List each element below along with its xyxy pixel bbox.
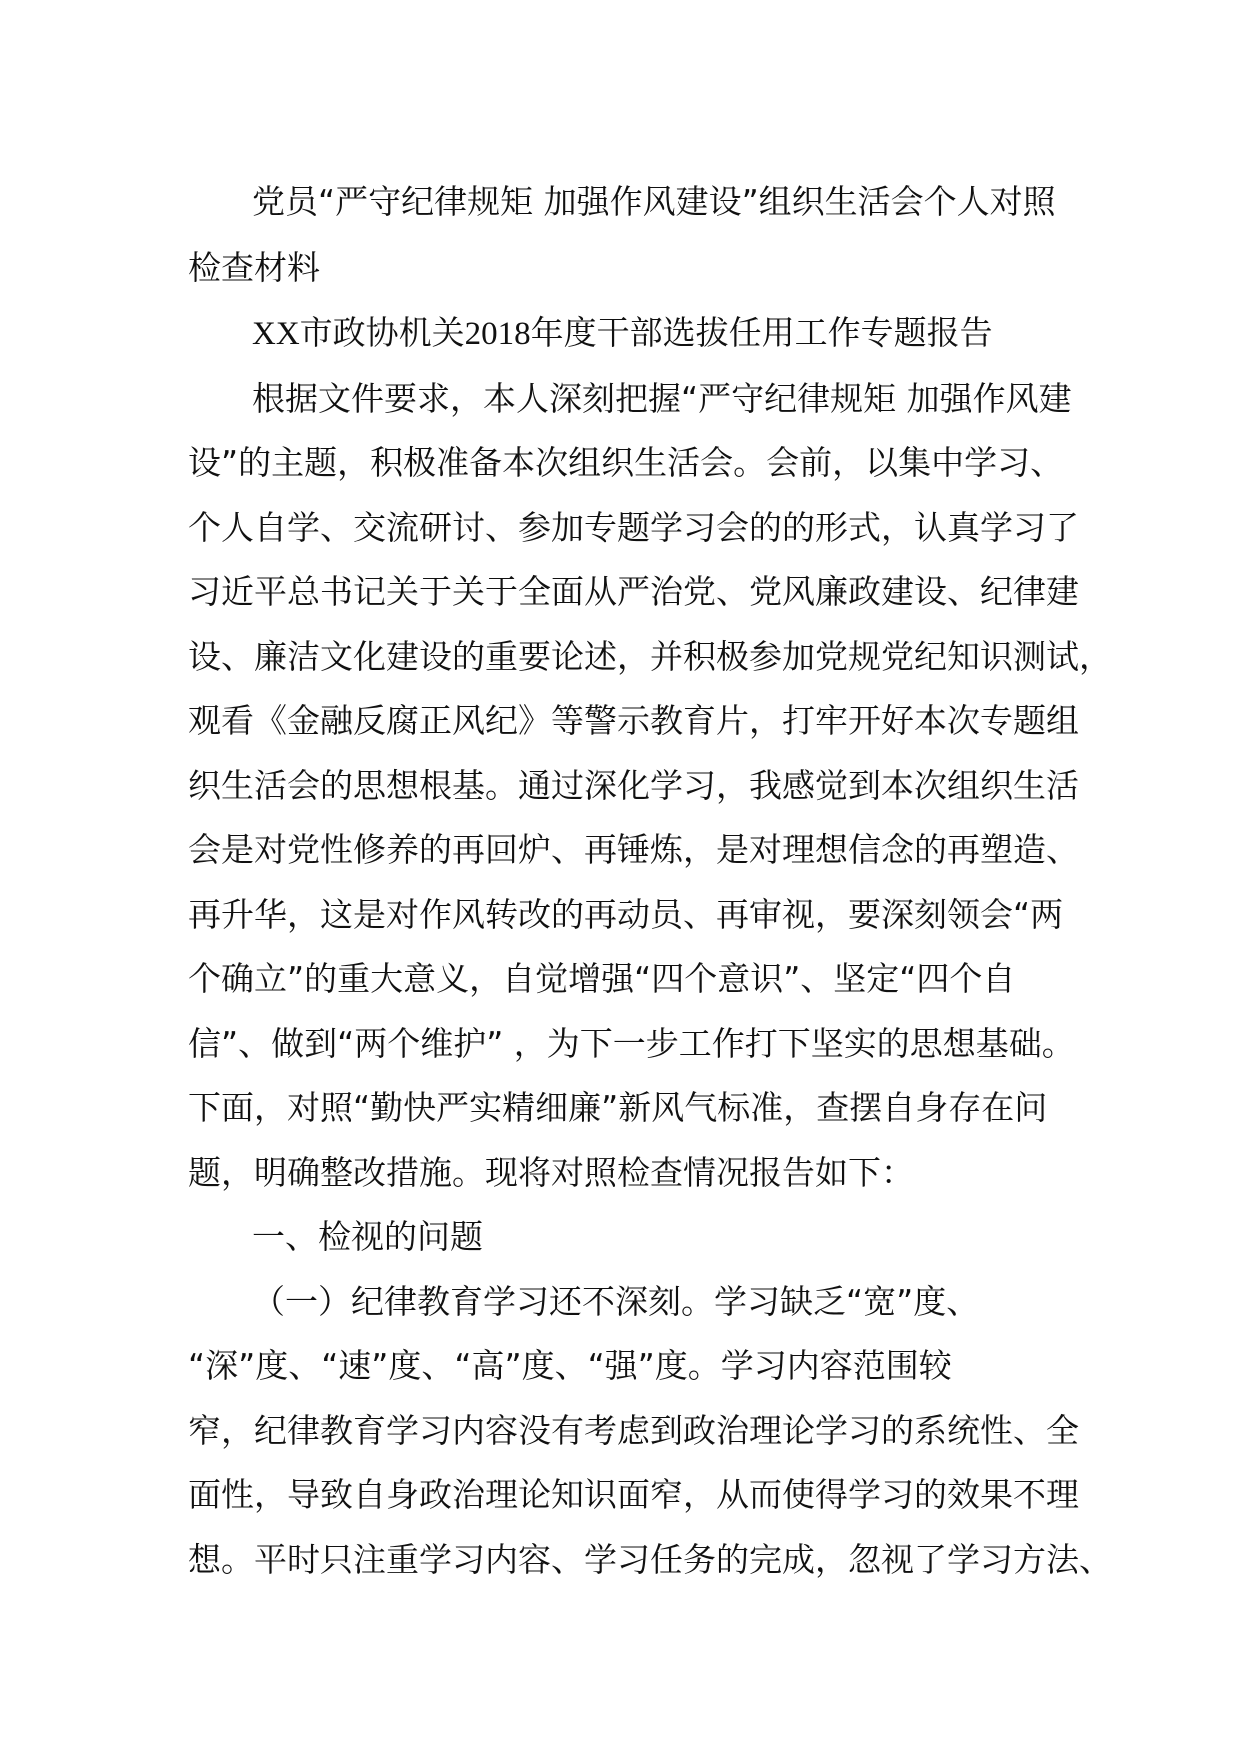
paragraph-intro [188,367,1112,1206]
paragraph-line: 再升华，这是对作风转改的再动员、再审视，要深刻领会“两 [188,894,1064,934]
paragraph-line: 织生活会的思想根基。通过深化学习，我感觉到本次组织生活 [188,765,1079,805]
document-body [188,170,1112,1592]
paragraph-line: 会是对党性修养的再回炉、再锤炼，是对理想信念的再塑造、 [188,830,1079,869]
paragraph-line: 个人自学、交流研讨、参加专题学习会的的形式，认真学习了 [188,507,1079,547]
document-subtitle: XX市政协机关2018年度干部选拔任用工作专题报告 [252,316,993,352]
paragraph-line: 下面，对照“勤快严实精细廉”新风气标准，查摆自身存在问 [188,1088,1048,1127]
paragraph-line: 想。平时只注重学习内容、学习任务的完成，忽视了学习方法、 [188,1539,1112,1579]
paragraph-line: 信”、做到“两个维护” ，为下一步工作打下坚实的思想基础。 [188,1023,1075,1063]
section-heading: 一、检视的问题 [252,1217,483,1256]
document-title-line-2: 检查材料 [188,248,320,287]
paragraph-line: 窄，纪律教育学习内容没有考虑到政治理论学习的系统性、全 [188,1410,1079,1450]
paragraph-line: 设、廉洁文化建设的重要论述，并积极参加党规党纪知识测试， [188,636,1112,676]
paragraph-line: 个确立”的重大意义，自觉增强“四个意识”、坚定“四个自 [188,959,1016,998]
paragraph-line: 面性，导致自身政治理论知识面窄，从而使得学习的效果不理 [188,1475,1079,1514]
paragraph-issue-1 [188,1270,1112,1593]
paragraph-line: 观看《金融反腐正风纪》等警示教育片，打牢开好本次专题组 [188,701,1079,740]
paragraph-line: 习近平总书记关于关于全面从严治党、党风廉政建设、纪律建 [188,572,1079,611]
paragraph-line: 题，明确整改措施。现将对照检查情况报告如下： [188,1152,914,1192]
paragraph-line: 设”的主题，积极准备本次组织生活会。会前，以集中学习、 [188,443,1064,482]
paragraph-line: “深”度、“速”度、“高”度、“强”度。学习内容范围较 [188,1346,952,1385]
paragraph-line: （一）纪律教育学习还不深刻。学习缺乏“宽”度、 [252,1281,980,1321]
document-title-line-1: 党员“严守纪律规矩 加强作风建设”组织生活会个人对照 [252,182,1056,221]
paragraph-line: 根据文件要求，本人深刻把握“严守纪律规矩 加强作风建 [252,378,1072,418]
